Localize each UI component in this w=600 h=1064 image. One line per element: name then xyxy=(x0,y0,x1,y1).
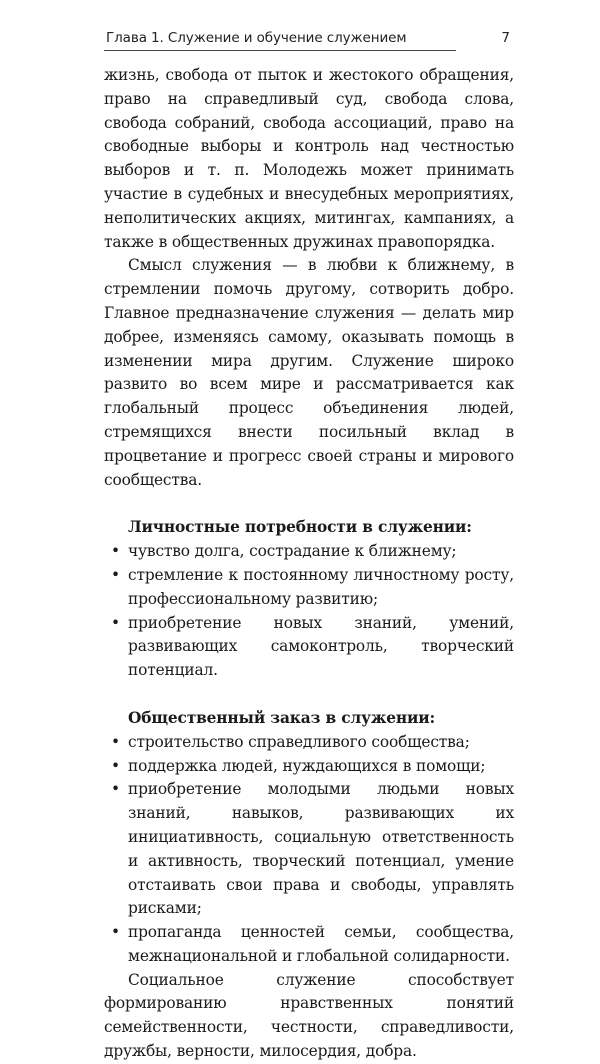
list-item: • строительство справедливого сообщества; xyxy=(104,731,514,755)
header-rule xyxy=(104,50,456,51)
list-item: • чувство долга, сострадание к ближнему; xyxy=(104,540,514,564)
page-number: 7 xyxy=(501,30,510,46)
paragraph-meaning-of-service: Смысл служения — в любви к ближнему, в стремлении помочь другому, сотворить добро. Главное предназначение служения — делать мир добрее, изменяясь самому, оказывать помощь в изменении мира другим. Служение широко развито во всем мире и рассматривается как глобальный процесс объединения людей, стремящихся внести посильный вклад в процветание и прогресс своей страны и мирового сообщества. xyxy=(104,256,514,489)
list-item: • приобретение молодыми людьми новых знаний, навыков, развивающих их инициативность, социальную ответственность и активность, творческий потенциал, умение отстаивать свои права и свободы, управлять рисками; xyxy=(104,778,514,921)
list-item: • пропаганда ценностей семьи, сообщества, межнациональной и глобальной солидарности. xyxy=(104,921,514,969)
list-item: • поддержка людей, нуждающихся в помощи; xyxy=(104,755,514,779)
social-order-heading: Общественный заказ в служении: xyxy=(128,708,436,727)
personal-needs-heading: Личностные потребности в служении: xyxy=(128,518,472,537)
list-item: • стремление к постоянному личностному росту, профессиональному развитию; xyxy=(104,564,514,612)
personal-needs-list xyxy=(104,540,514,683)
list-item: • приобретение новых знаний, умений, развивающих самоконтроль, творческий потенциал. xyxy=(104,612,514,683)
body-text xyxy=(104,64,514,1064)
paragraph-rights: жизнь, свобода от пыток и жестокого обращения, право на справедливый суд, свобода слова, свобода собраний, свобода ассоциаций, право на свободные выборы и контроль над честностью выборов и т. п. Молодежь может принимать участие в судебных и внесудебных мероприятиях, неполитических акциях, митингах, кампаниях, а также в общественных дружинах правопорядка. xyxy=(104,66,514,251)
running-title: Глава 1. Служение и обучение служением xyxy=(106,30,407,46)
closing-paragraph: Социальное служение способствует формированию нравственных понятий семейственности, честности, справедливости, дружбы, верности, милосердия, добра. xyxy=(104,970,514,1061)
social-order-list xyxy=(104,731,514,969)
running-header xyxy=(104,20,512,48)
